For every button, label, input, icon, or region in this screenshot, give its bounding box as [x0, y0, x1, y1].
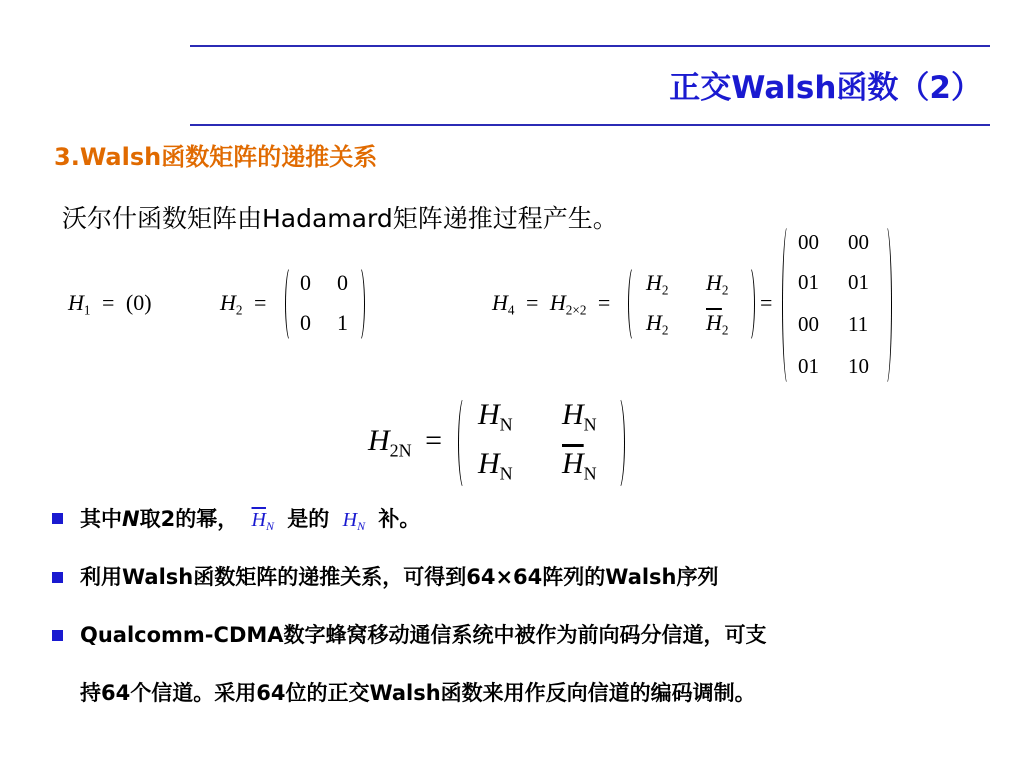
equation-h1: $H_1 = (0)$ — [68, 290, 152, 318]
inline-math-hn-bar: $\overline{H}_N$ — [251, 509, 274, 534]
h4-block-left-paren — [628, 266, 639, 342]
bullet-square — [52, 513, 63, 524]
header-rule-bottom — [190, 124, 990, 126]
equation-h2-lhs: $H_2$ = — [220, 290, 267, 318]
h2-cell: 0 — [300, 270, 311, 295]
h2-cell: 0 — [337, 270, 348, 295]
bullet-item-2: 利用Walsh函数矩阵的递推关系，可得到64×64阵列的Walsh序列 — [80, 565, 719, 589]
h4-block-cell: $H_2$ — [706, 270, 729, 298]
h4-matrix-cell: 10 — [848, 354, 869, 378]
h4-matrix-cell: 00 — [798, 230, 819, 254]
h4-matrix-cell: 01 — [798, 270, 819, 294]
h4-matrix-cell: 01 — [798, 354, 819, 378]
h4-matrix-cell: 00 — [848, 230, 869, 254]
inline-math-hn: $H_N$ — [342, 509, 366, 534]
h2-left-paren — [285, 266, 296, 342]
h4-block-right-paren — [744, 266, 755, 342]
bullet-item-3-line-1: Qualcomm-CDMA数字蜂窝移动通信系统中被作为前向码分信道，可支 — [80, 623, 767, 647]
equation-h4-lhs: $H_4 = H_{2\times 2}$ = — [492, 290, 611, 318]
bullet-square — [52, 630, 63, 641]
h4-matrix-left-paren — [782, 224, 794, 386]
h4-block-cell-bar: $\overline{H}_2$ — [706, 310, 729, 338]
section-heading: 3.Walsh函数矩阵的递推关系 — [54, 143, 378, 171]
h2n-left-paren — [458, 396, 471, 490]
h4-equals-sign: = — [760, 290, 773, 315]
h2-cell: 1 — [337, 310, 348, 335]
slide-title: 正交Walsh函数（2） — [669, 70, 982, 106]
h2-right-paren — [354, 266, 365, 342]
header-rule-top — [190, 45, 990, 47]
intro-text: 沃尔什函数矩阵由Hadamard矩阵递推过程产生。 — [62, 204, 618, 233]
h4-matrix-cell: 01 — [848, 270, 869, 294]
h4-block-cell: $H_2$ — [646, 270, 669, 298]
h4-matrix-cell: 00 — [798, 312, 819, 336]
h2n-cell: $H_N$ — [478, 398, 513, 435]
h4-block-cell: $H_2$ — [646, 310, 669, 338]
h4-matrix-cell: 11 — [848, 312, 869, 336]
h2n-right-paren — [612, 396, 625, 490]
equation-h2n-lhs: $H_{2N}$ = — [368, 424, 443, 461]
bullet-item-3-line-2: 持64个信道。采用64位的正交Walsh函数来用作反向信道的编码调制。 — [80, 681, 756, 705]
h2n-cell: $H_N$ — [562, 398, 597, 435]
h2n-cell-bar: $\overline{H}_N$ — [562, 447, 597, 484]
h2-cell: 0 — [300, 310, 311, 335]
bullet-item-1: 其中N取2的幂， $\overline{H}_N$ 是的 $H_N$ 补。 — [80, 507, 421, 534]
bullet-square — [52, 572, 63, 583]
h2n-cell: $H_N$ — [478, 447, 513, 484]
h4-matrix-right-paren — [880, 224, 892, 386]
